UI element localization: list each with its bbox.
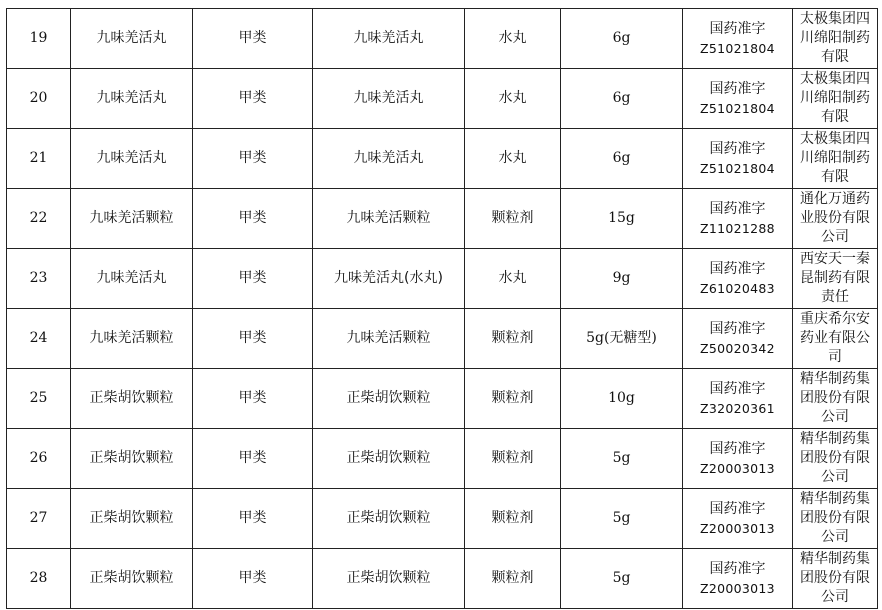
common-name-cell: 正柴胡饮颗粒	[71, 429, 193, 489]
approval-number-cell	[683, 129, 793, 189]
category-cell: 甲类	[193, 309, 313, 369]
row-number-cell: 24	[7, 309, 71, 369]
approval-number-cell	[683, 249, 793, 309]
approval-number-cell	[683, 489, 793, 549]
approval-number-cell	[683, 189, 793, 249]
category-cell: 甲类	[193, 429, 313, 489]
row-number-cell: 19	[7, 9, 71, 69]
dosage-form-cell: 颗粒剂	[465, 429, 561, 489]
product-name-cell: 正柴胡饮颗粒	[313, 429, 465, 489]
approval-code: Z20003013	[700, 580, 775, 596]
approval-code: Z50020342	[700, 340, 775, 356]
approval-prefix: 国药准字	[709, 440, 766, 457]
row-number-cell: 25	[7, 369, 71, 429]
approval-prefix: 国药准字	[709, 260, 766, 277]
approval-prefix: 国药准字	[709, 380, 766, 397]
table-row	[7, 129, 878, 189]
approval-number-cell	[683, 549, 793, 609]
approval-number-cell	[683, 369, 793, 429]
manufacturer-cell: 太极集团四川绵阳制药有限	[793, 129, 878, 189]
spec-cell: 6g	[561, 129, 683, 189]
spec-cell: 10g	[561, 369, 683, 429]
common-name-cell: 正柴胡饮颗粒	[71, 489, 193, 549]
manufacturer-cell: 精华制药集团股份有限公司	[793, 369, 878, 429]
category-cell: 甲类	[193, 129, 313, 189]
row-number-cell: 26	[7, 429, 71, 489]
row-number-cell: 27	[7, 489, 71, 549]
manufacturer-cell: 太极集团四川绵阳制药有限	[793, 9, 878, 69]
approval-prefix: 国药准字	[709, 200, 766, 217]
dosage-form-cell: 水丸	[465, 249, 561, 309]
manufacturer-cell: 精华制药集团股份有限公司	[793, 429, 878, 489]
product-name-cell: 九味羌活丸	[313, 9, 465, 69]
approval-number-cell	[683, 309, 793, 369]
common-name-cell: 九味羌活丸	[71, 129, 193, 189]
table-row	[7, 489, 878, 549]
spec-cell: 6g	[561, 69, 683, 129]
spec-cell: 9g	[561, 249, 683, 309]
approval-prefix: 国药准字	[709, 560, 766, 577]
dosage-form-cell: 水丸	[465, 9, 561, 69]
category-cell: 甲类	[193, 69, 313, 129]
product-name-cell: 正柴胡饮颗粒	[313, 369, 465, 429]
product-name-cell: 九味羌活颗粒	[313, 309, 465, 369]
common-name-cell: 九味羌活颗粒	[71, 309, 193, 369]
approval-prefix: 国药准字	[709, 20, 766, 37]
approval-prefix: 国药准字	[709, 140, 766, 157]
spec-cell: 15g	[561, 189, 683, 249]
table-row	[7, 189, 878, 249]
dosage-form-cell: 颗粒剂	[465, 309, 561, 369]
category-cell: 甲类	[193, 549, 313, 609]
manufacturer-cell: 重庆希尔安药业有限公司	[793, 309, 878, 369]
manufacturer-cell: 太极集团四川绵阳制药有限	[793, 69, 878, 129]
table-row	[7, 309, 878, 369]
dosage-form-cell: 颗粒剂	[465, 549, 561, 609]
common-name-cell: 九味羌活丸	[71, 249, 193, 309]
table-row	[7, 369, 878, 429]
product-name-cell: 九味羌活丸(水丸)	[313, 249, 465, 309]
category-cell: 甲类	[193, 249, 313, 309]
common-name-cell: 九味羌活颗粒	[71, 189, 193, 249]
approval-code: Z11021288	[700, 220, 775, 236]
approval-code: Z51021804	[700, 160, 775, 176]
row-number-cell: 21	[7, 129, 71, 189]
approval-prefix: 国药准字	[709, 500, 766, 517]
category-cell: 甲类	[193, 189, 313, 249]
category-cell: 甲类	[193, 369, 313, 429]
manufacturer-cell: 精华制药集团股份有限公司	[793, 549, 878, 609]
spec-cell: 5g	[561, 549, 683, 609]
manufacturer-cell: 通化万通药业股份有限公司	[793, 189, 878, 249]
spec-cell: 5g(无糖型)	[561, 309, 683, 369]
approval-number-cell	[683, 429, 793, 489]
approval-prefix: 国药准字	[709, 80, 766, 97]
product-name-cell: 正柴胡饮颗粒	[313, 549, 465, 609]
common-name-cell: 九味羌活丸	[71, 9, 193, 69]
row-number-cell: 20	[7, 69, 71, 129]
spec-cell: 5g	[561, 489, 683, 549]
approval-prefix: 国药准字	[709, 320, 766, 337]
row-number-cell: 22	[7, 189, 71, 249]
common-name-cell: 九味羌活丸	[71, 69, 193, 129]
approval-number-cell	[683, 9, 793, 69]
table-row	[7, 9, 878, 69]
spec-cell: 5g	[561, 429, 683, 489]
table-row	[7, 549, 878, 609]
approval-code: Z51021804	[700, 100, 775, 116]
product-name-cell: 九味羌活丸	[313, 69, 465, 129]
category-cell: 甲类	[193, 9, 313, 69]
table-row	[7, 69, 878, 129]
common-name-cell: 正柴胡饮颗粒	[71, 549, 193, 609]
table-row	[7, 249, 878, 309]
product-name-cell: 九味羌活颗粒	[313, 189, 465, 249]
drug-list-table	[6, 8, 878, 609]
product-name-cell: 九味羌活丸	[313, 129, 465, 189]
approval-number-cell	[683, 69, 793, 129]
category-cell: 甲类	[193, 489, 313, 549]
product-name-cell: 正柴胡饮颗粒	[313, 489, 465, 549]
manufacturer-cell: 西安天一秦昆制药有限责任	[793, 249, 878, 309]
row-number-cell: 28	[7, 549, 71, 609]
approval-code: Z20003013	[700, 460, 775, 476]
dosage-form-cell: 颗粒剂	[465, 369, 561, 429]
approval-code: Z51021804	[700, 40, 775, 56]
approval-code: Z20003013	[700, 520, 775, 536]
approval-code: Z61020483	[700, 280, 775, 296]
dosage-form-cell: 颗粒剂	[465, 489, 561, 549]
manufacturer-cell: 精华制药集团股份有限公司	[793, 489, 878, 549]
common-name-cell: 正柴胡饮颗粒	[71, 369, 193, 429]
spec-cell: 6g	[561, 9, 683, 69]
dosage-form-cell: 水丸	[465, 69, 561, 129]
table-row	[7, 429, 878, 489]
dosage-form-cell: 颗粒剂	[465, 189, 561, 249]
approval-code: Z32020361	[700, 400, 775, 416]
table-body	[7, 9, 878, 609]
dosage-form-cell: 水丸	[465, 129, 561, 189]
row-number-cell: 23	[7, 249, 71, 309]
